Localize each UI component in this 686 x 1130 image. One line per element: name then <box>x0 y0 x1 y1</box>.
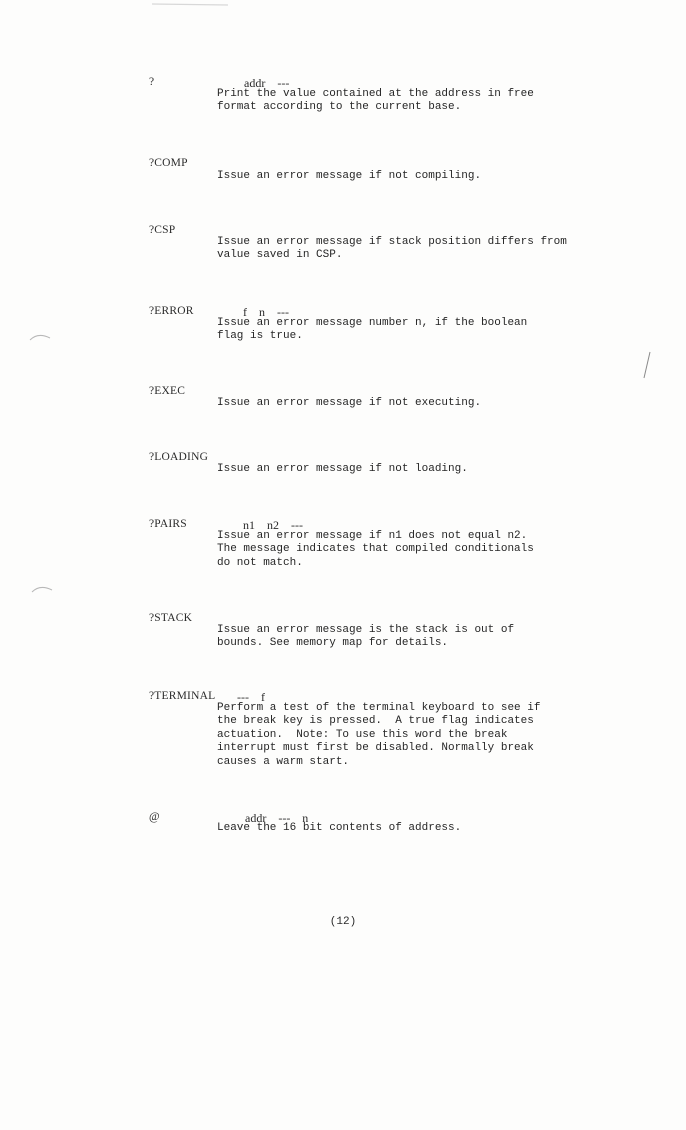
scan-mark-left-1 <box>28 330 52 344</box>
entry-word: ?PAIRS <box>149 518 187 530</box>
entry-word: ?EXEC <box>149 385 186 397</box>
scan-mark-top <box>150 0 230 8</box>
entry-stack-effect: n1 n2 --- <box>243 518 303 532</box>
entry-description: Issue an error message if n1 does not equal n2. The message indicates that compiled conditionals do not match. <box>217 530 534 569</box>
page-number: (12) <box>329 916 357 928</box>
scan-mark-right <box>640 350 654 380</box>
scan-mark-left-2 <box>30 582 54 596</box>
entry-word: ?COMP <box>149 157 188 169</box>
entry-word: ?LOADING <box>149 451 209 463</box>
entry-word: ?CSP <box>149 224 176 236</box>
entry-word: ?ERROR <box>149 305 194 317</box>
entry-description: Issue an error message if not executing. <box>217 397 482 409</box>
entry-stack-effect: addr --- n <box>245 811 309 825</box>
entry-word: ?TERMINAL <box>149 690 216 702</box>
entry-description: Leave the 16 bit contents of address. <box>217 822 462 834</box>
entry-description: Issue an error message is the stack is out of bounds. See memory map for details. <box>217 624 515 650</box>
entry-stack-effect: --- f <box>237 690 265 704</box>
entry-description: Perform a test of the terminal keyboard to see if the break key is pressed. A true flag indicates actuation. Note: To use this word the break interrupt must first be disabled. Normally break causes a warm start. <box>217 702 541 768</box>
entry-description: Print the value contained at the address in free format according to the current base. <box>217 88 534 114</box>
entry-stack-effect: addr --- <box>244 76 290 90</box>
entry-description: Issue an error message if not loading. <box>217 463 468 475</box>
entry-word: @ <box>149 811 160 823</box>
entry-description: Issue an error message number n, if the boolean flag is true. <box>217 317 528 343</box>
entry-word: ?STACK <box>149 612 193 624</box>
entry-description: Issue an error message if stack position differs from value saved in CSP. <box>217 236 567 262</box>
entry-word: ? <box>149 76 155 88</box>
entry-description: Issue an error message if not compiling. <box>217 170 482 182</box>
entry-stack-effect: f n --- <box>243 305 289 319</box>
